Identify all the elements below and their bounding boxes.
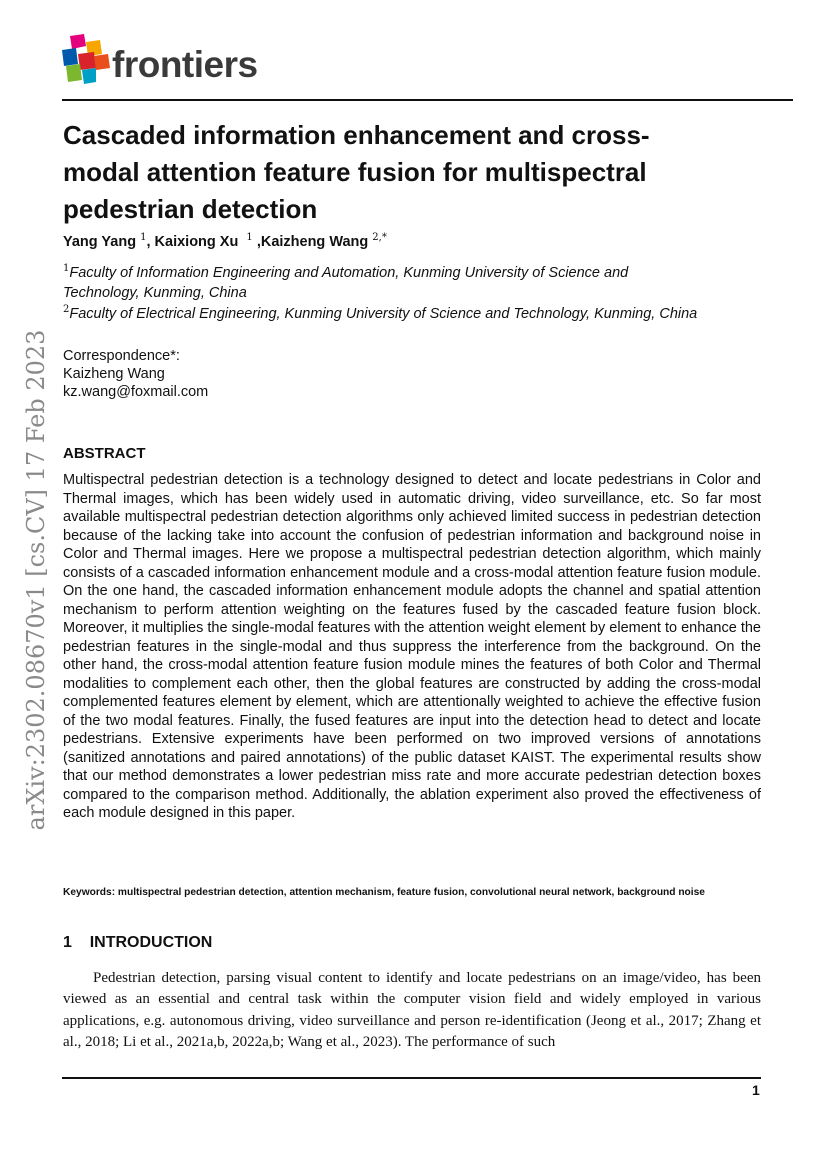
section-heading <box>63 934 212 952</box>
correspondence-block <box>63 347 208 401</box>
author-name: Kaixiong Xu <box>154 233 239 250</box>
section-number: 1 <box>63 934 72 951</box>
author-name: Kaizheng Wang <box>260 233 369 250</box>
frontiers-logo <box>62 32 272 92</box>
affiliation-text: Faculty of Electrical Engineering, Kunming University of Science and Technology, Kunming, China <box>69 305 698 322</box>
author-affil-mark: 1 <box>246 232 253 243</box>
abstract-text: Multispectral pedestrian detection is a technology designed to detect and locate pedestrians in Color and Thermal images, which has been widely used in automatic driving, video surveillance, etc. So far most available multispectral pedestrian detection algorithms only achieved limited success in pedestrian detection because of the lacking take into account the confusion of pedestrian information and background noise in Color and Thermal images. Here we propose a multispectral pedestrian detection algorithm, which mainly consists of a cascaded information enhancement module and a cross-modal attention feature fusion module. On the one hand, the cascaded information enhancement module adopts the channel and spatial attention mechanism to perform attention weighting on the features fused by the cascaded feature fusion block. Moreover, it multiplies the single-modal features with the attention weight element by element to enhance the pedestrian features in the single-modal and thus suppress the interference from the background. On the other hand, the cross-modal attention feature fusion module mines the features of both Color and Thermal modalities to complement each other, then the global features are constructed by adding the cross-modal complemented features element by element, which are attentionally weighted to achieve the effective fusion of the two modal features. Finally, the fused features are input into the detection head to detect and locate pedestrians. Extensive experiments have been performed on two improved versions of annotations (sanitized annotations and paired annotations) of the public dataset KAIST. The experimental results show that our method demonstrates a lower pedestrian miss rate and more accurate pedestrian detection boxes compared to the comparison method. Additionally, the ablation experiment also proved the effectiveness of each module designed in this paper. <box>63 472 761 821</box>
author-affil-mark: 2,* <box>372 232 387 243</box>
page-number: 1 <box>752 1082 760 1098</box>
arxiv-stamp <box>10 329 62 831</box>
correspondence-email[interactable]: kz.wang@foxmail.com <box>63 384 209 400</box>
frontiers-logo-mark-icon <box>62 32 112 92</box>
author-separator: , <box>146 233 155 250</box>
affiliation-2 <box>63 300 703 324</box>
correspondence-name: Kaizheng Wang <box>63 366 165 382</box>
affiliation-1 <box>63 259 703 303</box>
affiliation-mark: 2 <box>63 304 70 315</box>
footer-rule <box>62 1077 761 1079</box>
affiliation-text: Faculty of Information Engineering and Automation, Kunming University of Science and Technology, Kunming, China <box>63 264 629 301</box>
arxiv-id: arXiv:2302.08670v1 [cs.CV] 17 Feb 2023 <box>22 329 50 831</box>
author-affil-mark: 1 <box>140 232 147 243</box>
author-list <box>63 232 387 250</box>
abstract-heading: ABSTRACT <box>63 445 146 462</box>
paper-title: Cascaded information enhancement and cross-modal attention feature fusion for multispectral pedestrian detection <box>63 120 650 224</box>
author-name: Yang Yang <box>63 233 137 250</box>
intro-paragraph: Pedestrian detection, parsing visual content to identify and locate pedestrians on an image/video, has been viewed as an essential and central task within the computer vision field and widely employed in various applications, e.g. autonomous driving, video surveillance and person re-identification (Jeong et al., 2017; Zhang et al., 2018; Li et al., 2021a,b, 2022a,b; Wang et al., 2023). The performance of such <box>63 970 761 1050</box>
section-title: INTRODUCTION <box>89 934 213 951</box>
correspondence-label: Correspondence*: <box>63 348 180 364</box>
affiliation-mark: 1 <box>63 263 70 274</box>
header-rule <box>62 99 793 101</box>
journal-name: frontiers <box>112 44 258 85</box>
keywords: Keywords: multispectral pedestrian detection, attention mechanism, feature fusion, convolutional neural network, background noise <box>63 887 705 898</box>
author-separator: , <box>256 233 261 250</box>
